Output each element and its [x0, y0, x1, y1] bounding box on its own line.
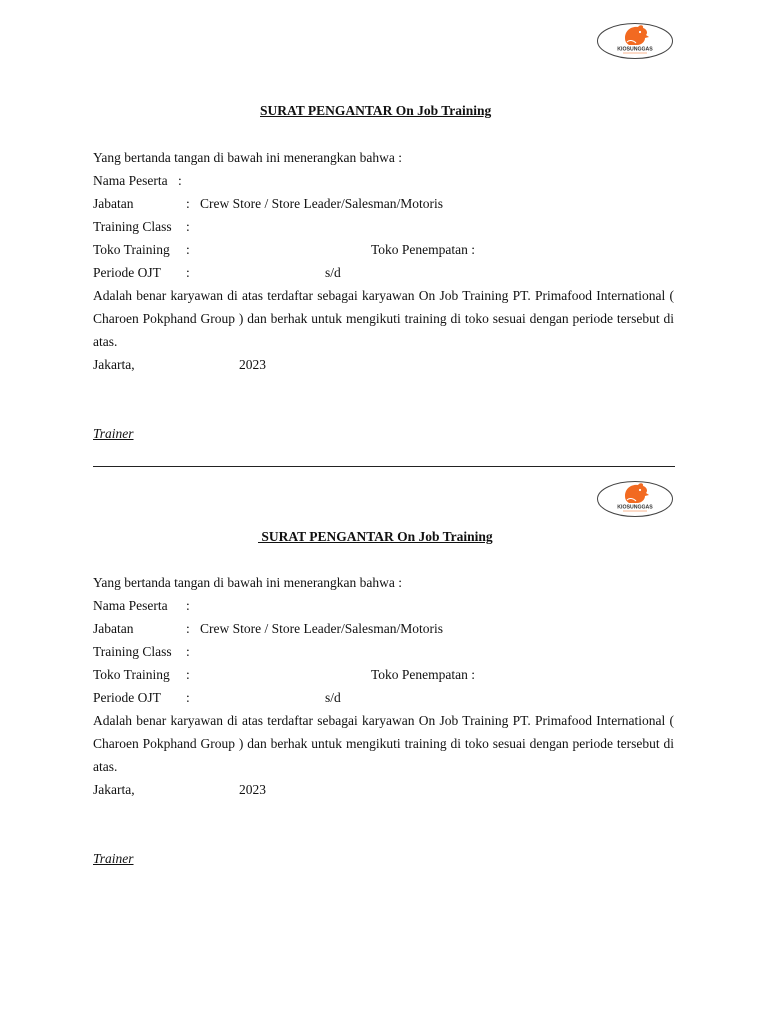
- body-paragraph: Adalah benar karyawan di atas terdaftar sebagai karyawan On Job Training PT. Primafood International ( Charoen Pokphand Group ) dan berhak untuk mengikuti training di toko sesuai dengan periode tersebut di atas.: [93, 713, 674, 774]
- periode-ojt-label: Periode OJT: [93, 265, 161, 280]
- city-label: Jakarta,: [93, 357, 135, 372]
- jabatan-colon: :: [186, 621, 190, 636]
- periode-sd: s/d: [325, 690, 341, 705]
- training-class-colon: :: [186, 219, 190, 234]
- toko-training-label: Toko Training: [93, 667, 170, 682]
- toko-penempatan-label: Toko Penempatan :: [371, 242, 476, 257]
- jabatan-label: Jabatan: [93, 621, 134, 636]
- jabatan-label: Jabatan: [93, 196, 134, 211]
- svg-text:KIOSUNGGAS: KIOSUNGGAS: [617, 504, 653, 511]
- periode-sd: s/d: [325, 265, 341, 280]
- periode-ojt-label: Periode OJT: [93, 690, 161, 705]
- body-paragraph: Adalah benar karyawan di atas terdaftar sebagai karyawan On Job Training PT. Primafood International ( Charoen Pokphand Group ) dan berhak untuk mengikuti training di toko sesuai dengan periode tersebut di atas.: [93, 288, 674, 349]
- toko-penempatan-label: Toko Penempatan :: [371, 667, 476, 682]
- kiosunggas-logo: [596, 480, 674, 518]
- letter-title: SURAT PENGANTAR On Job Training: [260, 103, 492, 118]
- intro-text: Yang bertanda tangan di bawah ini menerangkan bahwa :: [93, 150, 403, 165]
- jabatan-value: Crew Store / Store Leader/Salesman/Motoris: [200, 621, 443, 636]
- jabatan-value: Crew Store / Store Leader/Salesman/Motoris: [200, 196, 443, 211]
- periode-ojt-colon: :: [186, 690, 190, 705]
- periode-ojt-colon: :: [186, 265, 190, 280]
- intro-text: Yang bertanda tangan di bawah ini menerangkan bahwa :: [93, 575, 403, 590]
- nama-peserta-colon: :: [186, 598, 190, 613]
- jabatan-colon: :: [186, 196, 190, 211]
- city-label: Jakarta,: [93, 782, 135, 797]
- svg-text:KIOSUNGGAS: KIOSUNGGAS: [617, 46, 653, 53]
- trainer-signature: Trainer: [93, 851, 134, 866]
- nama-peserta-colon: :: [178, 173, 182, 188]
- letter-title: SURAT PENGANTAR On Job Training: [258, 529, 493, 544]
- nama-peserta-label: Nama Peserta: [93, 598, 168, 613]
- toko-training-colon: :: [186, 242, 190, 257]
- year-label: 2023: [239, 357, 266, 372]
- trainer-signature: Trainer: [93, 426, 134, 441]
- year-label: 2023: [239, 782, 266, 797]
- toko-training-colon: :: [186, 667, 190, 682]
- nama-peserta-label: Nama Peserta: [93, 173, 168, 188]
- section-divider: [93, 466, 675, 467]
- training-class-label: Training Class: [93, 644, 172, 659]
- training-class-label: Training Class: [93, 219, 172, 234]
- toko-training-label: Toko Training: [93, 242, 170, 257]
- kiosunggas-logo: [596, 22, 674, 60]
- training-class-colon: :: [186, 644, 190, 659]
